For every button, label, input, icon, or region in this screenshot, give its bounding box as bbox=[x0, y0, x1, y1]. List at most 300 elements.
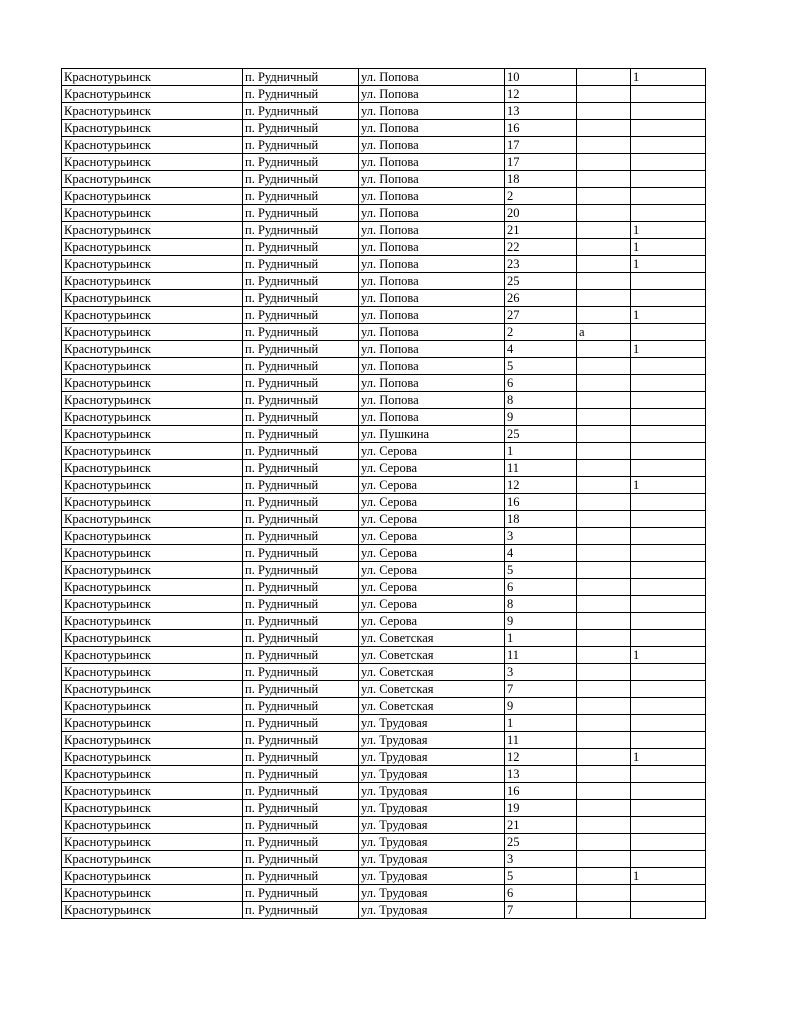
house-number-cell: 25 bbox=[505, 834, 577, 851]
street-cell: ул. Трудовая bbox=[359, 800, 505, 817]
settlement-cell: п. Рудничный bbox=[243, 273, 359, 290]
settlement-cell: п. Рудничный bbox=[243, 494, 359, 511]
flag-cell: 1 bbox=[631, 256, 706, 273]
street-cell: ул. Попова bbox=[359, 375, 505, 392]
city-cell: Краснотурьинск bbox=[62, 409, 243, 426]
house-letter-cell bbox=[577, 579, 631, 596]
table-row bbox=[62, 69, 706, 86]
house-letter-cell bbox=[577, 630, 631, 647]
street-cell: ул. Серова bbox=[359, 528, 505, 545]
street-cell: ул. Попова bbox=[359, 239, 505, 256]
house-number-cell: 17 bbox=[505, 137, 577, 154]
house-number-cell: 3 bbox=[505, 528, 577, 545]
flag-cell bbox=[631, 324, 706, 341]
city-cell: Краснотурьинск bbox=[62, 732, 243, 749]
house-number-cell: 5 bbox=[505, 868, 577, 885]
city-cell: Краснотурьинск bbox=[62, 307, 243, 324]
house-number-cell: 27 bbox=[505, 307, 577, 324]
flag-cell bbox=[631, 885, 706, 902]
city-cell: Краснотурьинск bbox=[62, 681, 243, 698]
table-row bbox=[62, 698, 706, 715]
city-cell: Краснотурьинск bbox=[62, 137, 243, 154]
table-row bbox=[62, 341, 706, 358]
settlement-cell: п. Рудничный bbox=[243, 596, 359, 613]
house-number-cell: 8 bbox=[505, 392, 577, 409]
house-number-cell: 12 bbox=[505, 749, 577, 766]
flag-cell bbox=[631, 562, 706, 579]
street-cell: ул. Попова bbox=[359, 86, 505, 103]
street-cell: ул. Серова bbox=[359, 579, 505, 596]
house-number-cell: 21 bbox=[505, 817, 577, 834]
flag-cell bbox=[631, 358, 706, 375]
flag-cell bbox=[631, 392, 706, 409]
flag-cell: 1 bbox=[631, 647, 706, 664]
street-cell: ул. Серова bbox=[359, 613, 505, 630]
settlement-cell: п. Рудничный bbox=[243, 103, 359, 120]
settlement-cell: п. Рудничный bbox=[243, 290, 359, 307]
flag-cell bbox=[631, 171, 706, 188]
house-number-cell: 9 bbox=[505, 409, 577, 426]
flag-cell bbox=[631, 664, 706, 681]
flag-cell bbox=[631, 188, 706, 205]
street-cell: ул. Серова bbox=[359, 562, 505, 579]
settlement-cell: п. Рудничный bbox=[243, 885, 359, 902]
house-letter-cell bbox=[577, 494, 631, 511]
street-cell: ул. Советская bbox=[359, 681, 505, 698]
settlement-cell: п. Рудничный bbox=[243, 783, 359, 800]
house-number-cell: 6 bbox=[505, 885, 577, 902]
street-cell: ул. Серова bbox=[359, 545, 505, 562]
flag-cell bbox=[631, 851, 706, 868]
settlement-cell: п. Рудничный bbox=[243, 120, 359, 137]
settlement-cell: п. Рудничный bbox=[243, 528, 359, 545]
settlement-cell: п. Рудничный bbox=[243, 834, 359, 851]
table-row bbox=[62, 732, 706, 749]
settlement-cell: п. Рудничный bbox=[243, 681, 359, 698]
settlement-cell: п. Рудничный bbox=[243, 239, 359, 256]
street-cell: ул. Попова bbox=[359, 307, 505, 324]
city-cell: Краснотурьинск bbox=[62, 341, 243, 358]
house-number-cell: 11 bbox=[505, 732, 577, 749]
table-row bbox=[62, 426, 706, 443]
street-cell: ул. Серова bbox=[359, 494, 505, 511]
house-number-cell: 9 bbox=[505, 698, 577, 715]
table-row bbox=[62, 545, 706, 562]
house-number-cell: 5 bbox=[505, 562, 577, 579]
city-cell: Краснотурьинск bbox=[62, 86, 243, 103]
city-cell: Краснотурьинск bbox=[62, 324, 243, 341]
street-cell: ул. Трудовая bbox=[359, 732, 505, 749]
flag-cell bbox=[631, 715, 706, 732]
flag-cell bbox=[631, 732, 706, 749]
street-cell: ул. Трудовая bbox=[359, 715, 505, 732]
settlement-cell: п. Рудничный bbox=[243, 511, 359, 528]
house-letter-cell bbox=[577, 596, 631, 613]
house-letter-cell bbox=[577, 86, 631, 103]
settlement-cell: п. Рудничный bbox=[243, 477, 359, 494]
city-cell: Краснотурьинск bbox=[62, 664, 243, 681]
house-letter-cell bbox=[577, 120, 631, 137]
house-letter-cell bbox=[577, 647, 631, 664]
settlement-cell: п. Рудничный bbox=[243, 460, 359, 477]
table-row bbox=[62, 647, 706, 664]
street-cell: ул. Попова bbox=[359, 171, 505, 188]
city-cell: Краснотурьинск bbox=[62, 103, 243, 120]
house-number-cell: 1 bbox=[505, 630, 577, 647]
house-number-cell: 13 bbox=[505, 766, 577, 783]
table-row bbox=[62, 392, 706, 409]
city-cell: Краснотурьинск bbox=[62, 596, 243, 613]
city-cell: Краснотурьинск bbox=[62, 613, 243, 630]
settlement-cell: п. Рудничный bbox=[243, 392, 359, 409]
address-sheet bbox=[61, 68, 706, 919]
street-cell: ул. Попова bbox=[359, 188, 505, 205]
flag-cell bbox=[631, 443, 706, 460]
house-number-cell: 25 bbox=[505, 273, 577, 290]
house-number-cell: 13 bbox=[505, 103, 577, 120]
settlement-cell: п. Рудничный bbox=[243, 222, 359, 239]
city-cell: Краснотурьинск bbox=[62, 222, 243, 239]
street-cell: ул. Советская bbox=[359, 630, 505, 647]
house-letter-cell bbox=[577, 358, 631, 375]
house-letter-cell bbox=[577, 392, 631, 409]
settlement-cell: п. Рудничный bbox=[243, 443, 359, 460]
settlement-cell: п. Рудничный bbox=[243, 409, 359, 426]
city-cell: Краснотурьинск bbox=[62, 562, 243, 579]
street-cell: ул. Попова bbox=[359, 205, 505, 222]
house-number-cell: 2 bbox=[505, 188, 577, 205]
city-cell: Краснотурьинск bbox=[62, 426, 243, 443]
house-letter-cell bbox=[577, 528, 631, 545]
table-row bbox=[62, 239, 706, 256]
street-cell: ул. Попова bbox=[359, 358, 505, 375]
settlement-cell: п. Рудничный bbox=[243, 426, 359, 443]
street-cell: ул. Трудовая bbox=[359, 868, 505, 885]
house-letter-cell bbox=[577, 256, 631, 273]
flag-cell bbox=[631, 205, 706, 222]
house-number-cell: 5 bbox=[505, 358, 577, 375]
street-cell: ул. Серова bbox=[359, 596, 505, 613]
settlement-cell: п. Рудничный bbox=[243, 715, 359, 732]
settlement-cell: п. Рудничный bbox=[243, 86, 359, 103]
settlement-cell: п. Рудничный bbox=[243, 137, 359, 154]
house-letter-cell bbox=[577, 137, 631, 154]
house-number-cell: 18 bbox=[505, 171, 577, 188]
settlement-cell: п. Рудничный bbox=[243, 749, 359, 766]
table-row bbox=[62, 154, 706, 171]
house-number-cell: 18 bbox=[505, 511, 577, 528]
table-row bbox=[62, 256, 706, 273]
settlement-cell: п. Рудничный bbox=[243, 664, 359, 681]
street-cell: ул. Трудовая bbox=[359, 766, 505, 783]
city-cell: Краснотурьинск bbox=[62, 392, 243, 409]
table-row bbox=[62, 766, 706, 783]
settlement-cell: п. Рудничный bbox=[243, 698, 359, 715]
table-row bbox=[62, 443, 706, 460]
settlement-cell: п. Рудничный bbox=[243, 545, 359, 562]
house-letter-cell bbox=[577, 460, 631, 477]
house-number-cell: 6 bbox=[505, 375, 577, 392]
city-cell: Краснотурьинск bbox=[62, 460, 243, 477]
house-number-cell: 9 bbox=[505, 613, 577, 630]
city-cell: Краснотурьинск bbox=[62, 647, 243, 664]
city-cell: Краснотурьинск bbox=[62, 868, 243, 885]
house-letter-cell bbox=[577, 477, 631, 494]
table-row bbox=[62, 834, 706, 851]
street-cell: ул. Трудовая bbox=[359, 851, 505, 868]
house-letter-cell bbox=[577, 409, 631, 426]
flag-cell bbox=[631, 545, 706, 562]
settlement-cell: п. Рудничный bbox=[243, 732, 359, 749]
table-row bbox=[62, 630, 706, 647]
house-number-cell: 2 bbox=[505, 324, 577, 341]
house-number-cell: 22 bbox=[505, 239, 577, 256]
city-cell: Краснотурьинск bbox=[62, 290, 243, 307]
house-letter-cell bbox=[577, 732, 631, 749]
house-letter-cell bbox=[577, 222, 631, 239]
table-row bbox=[62, 307, 706, 324]
house-letter-cell bbox=[577, 69, 631, 86]
street-cell: ул. Трудовая bbox=[359, 834, 505, 851]
flag-cell bbox=[631, 596, 706, 613]
house-letter-cell bbox=[577, 766, 631, 783]
flag-cell bbox=[631, 766, 706, 783]
city-cell: Краснотурьинск bbox=[62, 783, 243, 800]
street-cell: ул. Попова bbox=[359, 341, 505, 358]
house-letter-cell bbox=[577, 205, 631, 222]
table-row bbox=[62, 290, 706, 307]
street-cell: ул. Серова bbox=[359, 443, 505, 460]
house-letter-cell bbox=[577, 239, 631, 256]
house-number-cell: 10 bbox=[505, 69, 577, 86]
flag-cell bbox=[631, 154, 706, 171]
city-cell: Краснотурьинск bbox=[62, 239, 243, 256]
house-number-cell: 3 bbox=[505, 664, 577, 681]
city-cell: Краснотурьинск bbox=[62, 800, 243, 817]
house-number-cell: 7 bbox=[505, 681, 577, 698]
house-number-cell: 11 bbox=[505, 647, 577, 664]
house-number-cell: 25 bbox=[505, 426, 577, 443]
house-letter-cell bbox=[577, 103, 631, 120]
city-cell: Краснотурьинск bbox=[62, 528, 243, 545]
street-cell: ул. Попова bbox=[359, 69, 505, 86]
city-cell: Краснотурьинск bbox=[62, 188, 243, 205]
city-cell: Краснотурьинск bbox=[62, 477, 243, 494]
house-letter-cell bbox=[577, 681, 631, 698]
street-cell: ул. Советская bbox=[359, 698, 505, 715]
flag-cell bbox=[631, 511, 706, 528]
street-cell: ул. Серова bbox=[359, 511, 505, 528]
flag-cell bbox=[631, 273, 706, 290]
city-cell: Краснотурьинск bbox=[62, 358, 243, 375]
settlement-cell: п. Рудничный bbox=[243, 69, 359, 86]
house-letter-cell bbox=[577, 171, 631, 188]
city-cell: Краснотурьинск bbox=[62, 205, 243, 222]
table-row bbox=[62, 596, 706, 613]
flag-cell bbox=[631, 613, 706, 630]
house-number-cell: 16 bbox=[505, 120, 577, 137]
house-letter-cell bbox=[577, 511, 631, 528]
house-number-cell: 19 bbox=[505, 800, 577, 817]
city-cell: Краснотурьинск bbox=[62, 885, 243, 902]
flag-cell: 1 bbox=[631, 69, 706, 86]
house-letter-cell bbox=[577, 800, 631, 817]
table-row bbox=[62, 222, 706, 239]
table-row bbox=[62, 749, 706, 766]
city-cell: Краснотурьинск bbox=[62, 715, 243, 732]
settlement-cell: п. Рудничный bbox=[243, 630, 359, 647]
table-row bbox=[62, 273, 706, 290]
house-number-cell: 26 bbox=[505, 290, 577, 307]
table-row bbox=[62, 851, 706, 868]
table-row bbox=[62, 358, 706, 375]
house-letter-cell bbox=[577, 426, 631, 443]
settlement-cell: п. Рудничный bbox=[243, 341, 359, 358]
house-letter-cell bbox=[577, 885, 631, 902]
table-row bbox=[62, 120, 706, 137]
table-row bbox=[62, 86, 706, 103]
city-cell: Краснотурьинск bbox=[62, 817, 243, 834]
street-cell: ул. Попова bbox=[359, 222, 505, 239]
street-cell: ул. Попова bbox=[359, 324, 505, 341]
house-letter-cell bbox=[577, 851, 631, 868]
flag-cell bbox=[631, 137, 706, 154]
house-number-cell: 17 bbox=[505, 154, 577, 171]
address-table bbox=[61, 68, 706, 919]
house-letter-cell bbox=[577, 341, 631, 358]
street-cell: ул. Трудовая bbox=[359, 783, 505, 800]
house-letter-cell bbox=[577, 817, 631, 834]
table-row bbox=[62, 715, 706, 732]
settlement-cell: п. Рудничный bbox=[243, 188, 359, 205]
house-letter-cell: а bbox=[577, 324, 631, 341]
house-number-cell: 23 bbox=[505, 256, 577, 273]
street-cell: ул. Попова bbox=[359, 137, 505, 154]
table-row bbox=[62, 664, 706, 681]
flag-cell bbox=[631, 86, 706, 103]
street-cell: ул. Попова bbox=[359, 409, 505, 426]
house-number-cell: 8 bbox=[505, 596, 577, 613]
table-row bbox=[62, 103, 706, 120]
city-cell: Краснотурьинск bbox=[62, 120, 243, 137]
table-row bbox=[62, 800, 706, 817]
flag-cell bbox=[631, 103, 706, 120]
flag-cell bbox=[631, 817, 706, 834]
house-letter-cell bbox=[577, 545, 631, 562]
flag-cell bbox=[631, 630, 706, 647]
address-table-body bbox=[62, 69, 706, 919]
street-cell: ул. Попова bbox=[359, 120, 505, 137]
house-letter-cell bbox=[577, 868, 631, 885]
settlement-cell: п. Рудничный bbox=[243, 800, 359, 817]
settlement-cell: п. Рудничный bbox=[243, 375, 359, 392]
city-cell: Краснотурьинск bbox=[62, 834, 243, 851]
settlement-cell: п. Рудничный bbox=[243, 851, 359, 868]
city-cell: Краснотурьинск bbox=[62, 630, 243, 647]
flag-cell bbox=[631, 528, 706, 545]
city-cell: Краснотурьинск bbox=[62, 851, 243, 868]
house-number-cell: 20 bbox=[505, 205, 577, 222]
city-cell: Краснотурьинск bbox=[62, 443, 243, 460]
flag-cell bbox=[631, 375, 706, 392]
table-row bbox=[62, 868, 706, 885]
house-number-cell: 11 bbox=[505, 460, 577, 477]
flag-cell bbox=[631, 681, 706, 698]
flag-cell bbox=[631, 834, 706, 851]
settlement-cell: п. Рудничный bbox=[243, 358, 359, 375]
table-row bbox=[62, 188, 706, 205]
city-cell: Краснотурьинск bbox=[62, 511, 243, 528]
table-row bbox=[62, 817, 706, 834]
house-number-cell: 4 bbox=[505, 341, 577, 358]
street-cell: ул. Трудовая bbox=[359, 885, 505, 902]
settlement-cell: п. Рудничный bbox=[243, 256, 359, 273]
settlement-cell: п. Рудничный bbox=[243, 562, 359, 579]
settlement-cell: п. Рудничный bbox=[243, 817, 359, 834]
table-row bbox=[62, 205, 706, 222]
street-cell: ул. Попова bbox=[359, 273, 505, 290]
flag-cell bbox=[631, 579, 706, 596]
city-cell: Краснотурьинск bbox=[62, 902, 243, 919]
house-number-cell: 1 bbox=[505, 443, 577, 460]
table-row bbox=[62, 613, 706, 630]
settlement-cell: п. Рудничный bbox=[243, 154, 359, 171]
settlement-cell: п. Рудничный bbox=[243, 902, 359, 919]
street-cell: ул. Советская bbox=[359, 664, 505, 681]
settlement-cell: п. Рудничный bbox=[243, 205, 359, 222]
house-letter-cell bbox=[577, 290, 631, 307]
house-number-cell: 3 bbox=[505, 851, 577, 868]
city-cell: Краснотурьинск bbox=[62, 545, 243, 562]
house-number-cell: 12 bbox=[505, 477, 577, 494]
table-row bbox=[62, 579, 706, 596]
house-letter-cell bbox=[577, 613, 631, 630]
table-row bbox=[62, 460, 706, 477]
flag-cell bbox=[631, 409, 706, 426]
settlement-cell: п. Рудничный bbox=[243, 613, 359, 630]
street-cell: ул. Попова bbox=[359, 154, 505, 171]
house-number-cell: 16 bbox=[505, 783, 577, 800]
street-cell: ул. Трудовая bbox=[359, 902, 505, 919]
settlement-cell: п. Рудничный bbox=[243, 647, 359, 664]
city-cell: Краснотурьинск bbox=[62, 579, 243, 596]
table-row bbox=[62, 409, 706, 426]
table-row bbox=[62, 902, 706, 919]
street-cell: ул. Серова bbox=[359, 460, 505, 477]
flag-cell bbox=[631, 494, 706, 511]
settlement-cell: п. Рудничный bbox=[243, 766, 359, 783]
house-letter-cell bbox=[577, 375, 631, 392]
street-cell: ул. Попова bbox=[359, 290, 505, 307]
street-cell: ул. Советская bbox=[359, 647, 505, 664]
street-cell: ул. Пушкина bbox=[359, 426, 505, 443]
house-letter-cell bbox=[577, 749, 631, 766]
flag-cell bbox=[631, 460, 706, 477]
house-letter-cell bbox=[577, 443, 631, 460]
table-row bbox=[62, 783, 706, 800]
house-letter-cell bbox=[577, 715, 631, 732]
house-number-cell: 7 bbox=[505, 902, 577, 919]
table-row bbox=[62, 511, 706, 528]
table-row bbox=[62, 324, 706, 341]
flag-cell bbox=[631, 902, 706, 919]
flag-cell: 1 bbox=[631, 307, 706, 324]
street-cell: ул. Попова bbox=[359, 256, 505, 273]
table-row bbox=[62, 528, 706, 545]
street-cell: ул. Попова bbox=[359, 392, 505, 409]
settlement-cell: п. Рудничный bbox=[243, 324, 359, 341]
house-number-cell: 1 bbox=[505, 715, 577, 732]
